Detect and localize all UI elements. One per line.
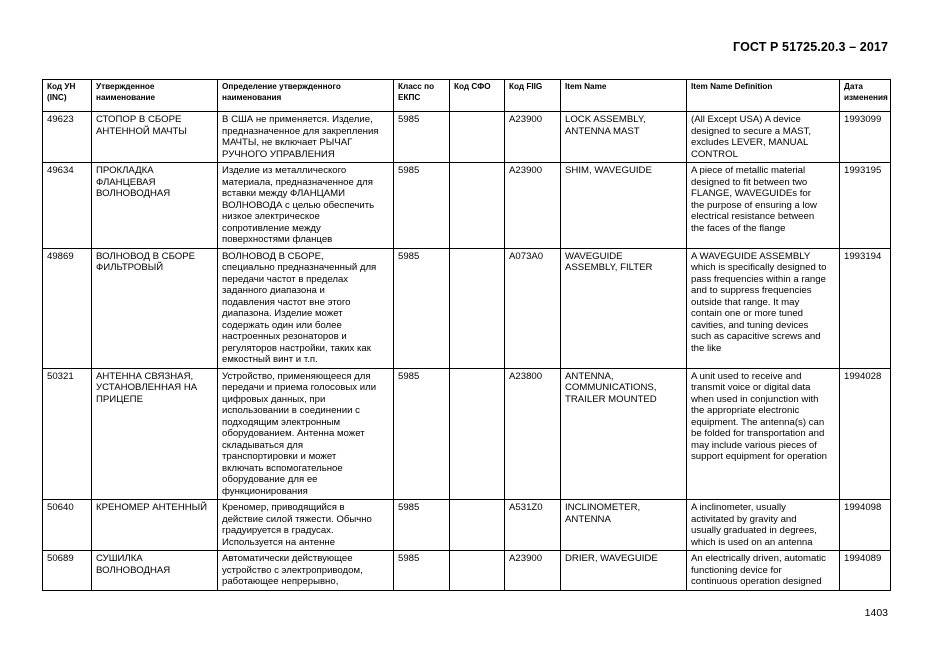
- cell-fiig: A23900: [505, 112, 561, 163]
- cell-fiig: A23900: [505, 551, 561, 591]
- cell-sfo: [450, 112, 505, 163]
- cell-class: 5985: [394, 163, 450, 249]
- col-header-change-date: Дата изменения: [840, 80, 891, 112]
- cell-item-name: DRIER, WAVEGUIDE: [561, 551, 687, 591]
- cell-approved-definition: Кренoмер, приводящийся в действие силой тяжести. Обычно градуируется в градусах. Используется на антенне: [218, 500, 394, 551]
- page-number: 1403: [864, 607, 888, 619]
- cell-approved-name: СУШИЛКА ВОЛНОВОДНАЯ: [92, 551, 218, 591]
- cell-item-name-definition: A inclinometer, usually activitated by gravity and usually graduated in degrees, which is used on an antenna: [687, 500, 840, 551]
- cell-approved-definition: Изделие из металлического материала, предназначенное для вставки между ФЛАНЦАМИ ВОЛНОВОДА с целью обеспечить низкое электрическое сопротивление между поверхностями фланцев: [218, 163, 394, 249]
- cell-item-name: LOCK ASSEMBLY, ANTENNA MAST: [561, 112, 687, 163]
- table-row: [43, 500, 891, 551]
- document-header: ГОСТ Р 51725.20.3 – 2017: [733, 40, 888, 54]
- table-header-row: [43, 80, 891, 112]
- cell-inc: 49623: [43, 112, 92, 163]
- cell-change-date: 1993195: [840, 163, 891, 249]
- item-catalog-table: [42, 79, 891, 591]
- table-row: [43, 248, 891, 368]
- cell-approved-definition: ВОЛНОВОД В СБОРЕ, специально предназначенный для передачи частот в пределах заданного диапазона и подавления частот вне этого диапазона. Изделие может содержать один или более настроенных резонаторов и регуляторов настройки, таких как емкостный винт и т.п.: [218, 248, 394, 368]
- cell-fiig: A23900: [505, 163, 561, 249]
- col-header-item-name-definition: Item Name Definition: [687, 80, 840, 112]
- cell-inc: 50689: [43, 551, 92, 591]
- cell-class: 5985: [394, 112, 450, 163]
- cell-approved-definition: В США не применяется. Изделие, предназначенное для закрепления МАЧТЫ, не включает РЫЧАГ РУЧНОГО УПРАВЛЕНИЯ: [218, 112, 394, 163]
- cell-item-name: INCLINOMETER, ANTENNA: [561, 500, 687, 551]
- cell-item-name-definition: A WAVEGUIDE ASSEMBLY which is specifically designed to pass frequencies within a range and to suppress frequencies outside that range. It may contain one or more tuned cavities, and tuning devices such as capacitive screws and the like: [687, 248, 840, 368]
- cell-sfo: [450, 551, 505, 591]
- cell-item-name-definition: A piece of metallic material designed to fit between two FLANGE, WAVEGUIDEs for the purpose of ensuring a low electrical resistance between the faces of the flange: [687, 163, 840, 249]
- cell-item-name-definition: An electrically driven, automatic functioning device for continuous operation designed: [687, 551, 840, 591]
- cell-item-name: ANTENNA, COMMUNICATIONS, TRAILER MOUNTED: [561, 368, 687, 500]
- cell-fiig: A531Z0: [505, 500, 561, 551]
- cell-class: 5985: [394, 368, 450, 500]
- cell-change-date: 1993099: [840, 112, 891, 163]
- col-header-fiig: Код FIIG: [505, 80, 561, 112]
- cell-inc: 49869: [43, 248, 92, 368]
- table-row: [43, 368, 891, 500]
- col-header-approved-definition: Определение утвержденного наименования: [218, 80, 394, 112]
- cell-inc: 50321: [43, 368, 92, 500]
- cell-inc: 50640: [43, 500, 92, 551]
- cell-approved-definition: Устройство, применяющееся для передачи и приема голосовых или цифровых данных, при использовании в соединении с подходящим электронным оборудованием. Антенна может складываться для транспортировки и может включать вспомогательное оборудование для ее функционирования: [218, 368, 394, 500]
- col-header-item-name: Item Name: [561, 80, 687, 112]
- cell-inc: 49634: [43, 163, 92, 249]
- cell-item-name: WAVEGUIDE ASSEMBLY, FILTER: [561, 248, 687, 368]
- cell-approved-name: КРЕНОМЕР АНТЕННЫЙ: [92, 500, 218, 551]
- cell-fiig: A073A0: [505, 248, 561, 368]
- cell-approved-name: ПРОКЛАДКА ФЛАНЦЕВАЯ ВОЛНОВОДНАЯ: [92, 163, 218, 249]
- cell-item-name: SHIM, WAVEGUIDE: [561, 163, 687, 249]
- table-row: [43, 112, 891, 163]
- cell-class: 5985: [394, 248, 450, 368]
- cell-item-name-definition: (All Except USA) A device designed to secure a MAST, excludes LEVER, MANUAL CONTROL: [687, 112, 840, 163]
- cell-item-name-definition: A unit used to receive and transmit voice or digital data when used in conjunction with the appropriate electronic equipment. The antenna(s) can be folded for transportation and may include various pieces of support equipment for operation: [687, 368, 840, 500]
- cell-approved-name: СТОПОР В СБОРЕ АНТЕННОЙ МАЧТЫ: [92, 112, 218, 163]
- table-row: [43, 163, 891, 249]
- cell-change-date: 1994098: [840, 500, 891, 551]
- cell-sfo: [450, 248, 505, 368]
- cell-class: 5985: [394, 500, 450, 551]
- cell-approved-name: ВОЛНОВОД В СБОРЕ ФИЛЬТРОВЫЙ: [92, 248, 218, 368]
- cell-sfo: [450, 368, 505, 500]
- cell-approved-name: АНТЕННА СВЯЗНАЯ, УСТАНОВЛЕННАЯ НА ПРИЦЕПЕ: [92, 368, 218, 500]
- cell-sfo: [450, 163, 505, 249]
- col-header-inc: Код УН (INC): [43, 80, 92, 112]
- cell-change-date: 1994028: [840, 368, 891, 500]
- cell-sfo: [450, 500, 505, 551]
- cell-approved-definition: Автоматически действующее устройство с электроприводом, работающее непрерывно,: [218, 551, 394, 591]
- cell-change-date: 1994089: [840, 551, 891, 591]
- col-header-sfo: Код СФО: [450, 80, 505, 112]
- table-row: [43, 551, 891, 591]
- col-header-approved-name: Утвержденное наименование: [92, 80, 218, 112]
- cell-change-date: 1993194: [840, 248, 891, 368]
- col-header-class: Класс по ЕКПС: [394, 80, 450, 112]
- cell-class: 5985: [394, 551, 450, 591]
- cell-fiig: A23800: [505, 368, 561, 500]
